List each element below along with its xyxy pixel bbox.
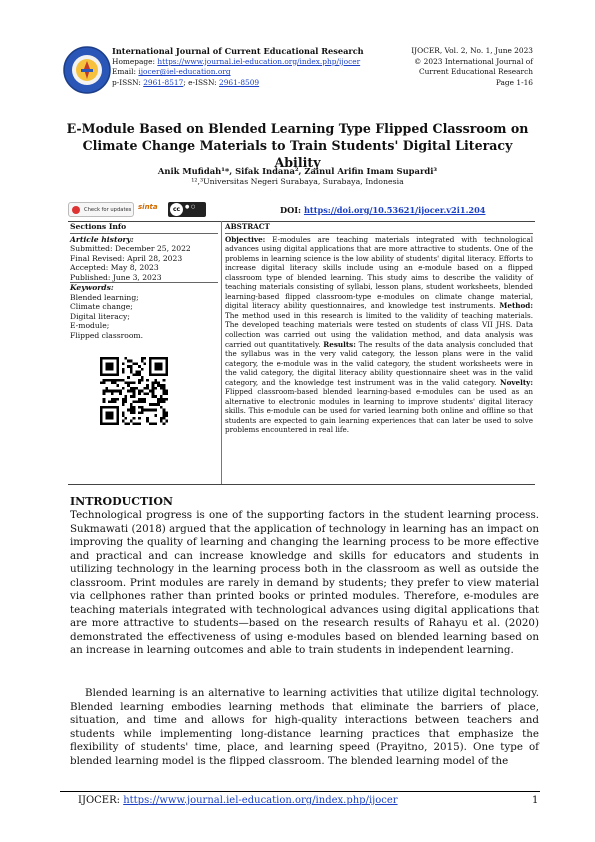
objective-label: Objective:: [225, 234, 266, 244]
page-range: Page 1-16: [495, 77, 533, 87]
footer-label: IJOCER:: [78, 795, 121, 806]
abstract-section: [225, 222, 533, 435]
section-heading-introduction: INTRODUCTION: [70, 495, 173, 508]
journal-header-left: [112, 46, 402, 88]
method-text: The method used in this research is limited to the validity of teaching materials. The developed teaching materials were tested on students of class VII JHS. Data collection was carried out using the validation method, and data analysis was carried out quantitatively.: [225, 310, 533, 349]
copyright-info: © 2023 International Journal of Current Educational Research: [413, 56, 533, 77]
homepage-line: [112, 57, 402, 68]
journal-title: International Journal of Current Educational Research: [112, 46, 364, 56]
keyword: Climate change;: [70, 302, 133, 311]
sinta-logo: sinta: [138, 203, 158, 211]
homepage-label: Homepage:: [112, 56, 156, 66]
journal-header-right: [385, 46, 533, 88]
info-table-column-rule: [221, 221, 222, 484]
abstract-text: [225, 235, 533, 435]
abstract-heading: ABSTRACT: [225, 222, 533, 234]
results-label: Results:: [323, 339, 356, 349]
cc-license-badge[interactable]: [168, 202, 206, 217]
novelty-text: Flipped classroom-based blended learning-based e-modules can be used as an alternative to electronic modules in learning to improve students' digital literacy skills. This e-module can be used for varied learning both online and offline so that students are expected to gain learning experiences that can later be used to solve problems encountered in real life.: [225, 387, 533, 435]
homepage-link[interactable]: https://www.journal.iel-education.org/index.php/ijocer: [157, 56, 361, 66]
page-number: 1: [532, 795, 539, 806]
info-table-bottom-rule: [68, 484, 535, 485]
doi-line: [280, 205, 486, 215]
body-paragraph-1: Technological progress is one of the supporting factors in the student learning process. Sukmawati (2018) argued that the application of technology in learning has an impact on improving the quality of learning and changing the learning process to be more effective and practical and can increase knowledge and skills for educators and students in utilizing technology in the learning process both in the classroom as well as outside the classroom. Print modules are rarely in demand by students; they prefer to view material via cellphones rather than printed books or printed modules. Therefore, e-modules are teaching materials integrated with technological advances using digital applications that are more attractive to students—based on the research results of Rahayu et al. (2020) demonstrated the effectiveness of using e-modules based on blended learning based on an increase in learning outcomes and able to train students in independent learning.: [70, 509, 539, 657]
cc-icon: cc: [170, 203, 183, 216]
footer-link[interactable]: https://www.journal.iel-education.org/index.php/ijocer: [123, 795, 398, 806]
qr-code: [100, 357, 168, 425]
article-authors: Anik Mufidah¹*, Sifak Indana², Zainul Arifin Imam Supardi³: [157, 166, 438, 176]
e-issn-label: ; e-ISSN:: [183, 77, 217, 87]
article-title: E-Module Based on Blended Learning Type Flipped Classroom on Climate Change Materials to Train Students' Digital Literacy Ability: [66, 121, 529, 170]
objective-text: E-modules are teaching materials integrated with technological advances using digital applications that are more attractive to students. One of the problems in learning science is the low ability of students' digital literacy. Efforts to increase digital literacy skills include using an e-module based on a flipped classroom type of blended learning. This study aims to describe the validity of teaching materials consisting of syllabi, lesson plans, student worksheets, blended learning-based flipped classroom-type e-modules on climate change material, digital literacy ability questionnaires, and knowledge test instruments.: [225, 234, 533, 311]
check-updates-icon: [72, 206, 80, 214]
keyword: Flipped classroom.: [70, 330, 144, 340]
accepted-date: Accepted: May 8, 2023: [70, 263, 159, 272]
by-sa-icon: ● ○: [185, 204, 196, 210]
doi-link[interactable]: https://doi.org/10.53621/ijocer.v2i1.204: [303, 205, 486, 215]
badge-row: [68, 202, 533, 219]
body-paragraph-2: Blended learning is an alternative to learning activities that utilize digital technology. Blended learning embodies learning methods that eliminate the barriers of place, situation, and time and allows for high-quality interactions between teachers and students while implementing long-distance learning practices that emphasize the flexibility of students' time, place, and learning speed (Prayitno, 2015). One type of blended learning model is the flipped classroom. The blended learning model of the: [70, 687, 539, 767]
keyword: Blended learning;: [70, 292, 139, 302]
issn-line: [112, 78, 402, 89]
revised-date: Final Revised: April 28, 2023: [70, 253, 183, 263]
volume-info: IJOCER, Vol. 2, No. 1, June 2023: [411, 46, 533, 55]
p-issn-link[interactable]: 2961-8517: [143, 77, 184, 87]
keyword: E-module;: [70, 321, 110, 330]
footer-journal: [78, 795, 398, 806]
p-issn-label: p-ISSN:: [112, 77, 141, 87]
check-for-updates-badge[interactable]: Check for updates: [68, 202, 134, 217]
article-history-label: Article history:: [70, 234, 134, 244]
journal-logo: [62, 45, 112, 95]
results-text: The results of the data analysis concluded that the syllabus was in the very valid category, the lesson plans were in the valid category, the e-module was in the valid category, the student worksheets were in the valid category, the digital literacy ability questionnaire sheet was in the valid category, and the knowledge test instrument was in the valid category.: [225, 339, 533, 387]
article-affiliation: ¹²,³Universitas Negeri Surabaya, Surabaya, Indonesia: [191, 177, 404, 186]
novelty-label: Novelty:: [500, 377, 533, 387]
submitted-date: Submitted: December 25, 2022: [70, 244, 191, 253]
footer-rule: [60, 791, 540, 792]
keywords-label: Keywords:: [70, 282, 218, 293]
sections-info: [70, 222, 218, 340]
e-issn-link[interactable]: 2961-8509: [219, 77, 260, 87]
email-label: Email:: [112, 67, 137, 77]
email-line: [112, 67, 402, 78]
sections-info-heading: Sections Info: [70, 222, 218, 234]
keyword: Digital literacy;: [70, 311, 130, 321]
method-label: Method:: [499, 301, 533, 311]
published-date: Published: June 3, 2023: [70, 272, 162, 282]
doi-label: DOI:: [280, 205, 302, 215]
email-link[interactable]: ijocer@iel-education.org: [138, 67, 231, 77]
